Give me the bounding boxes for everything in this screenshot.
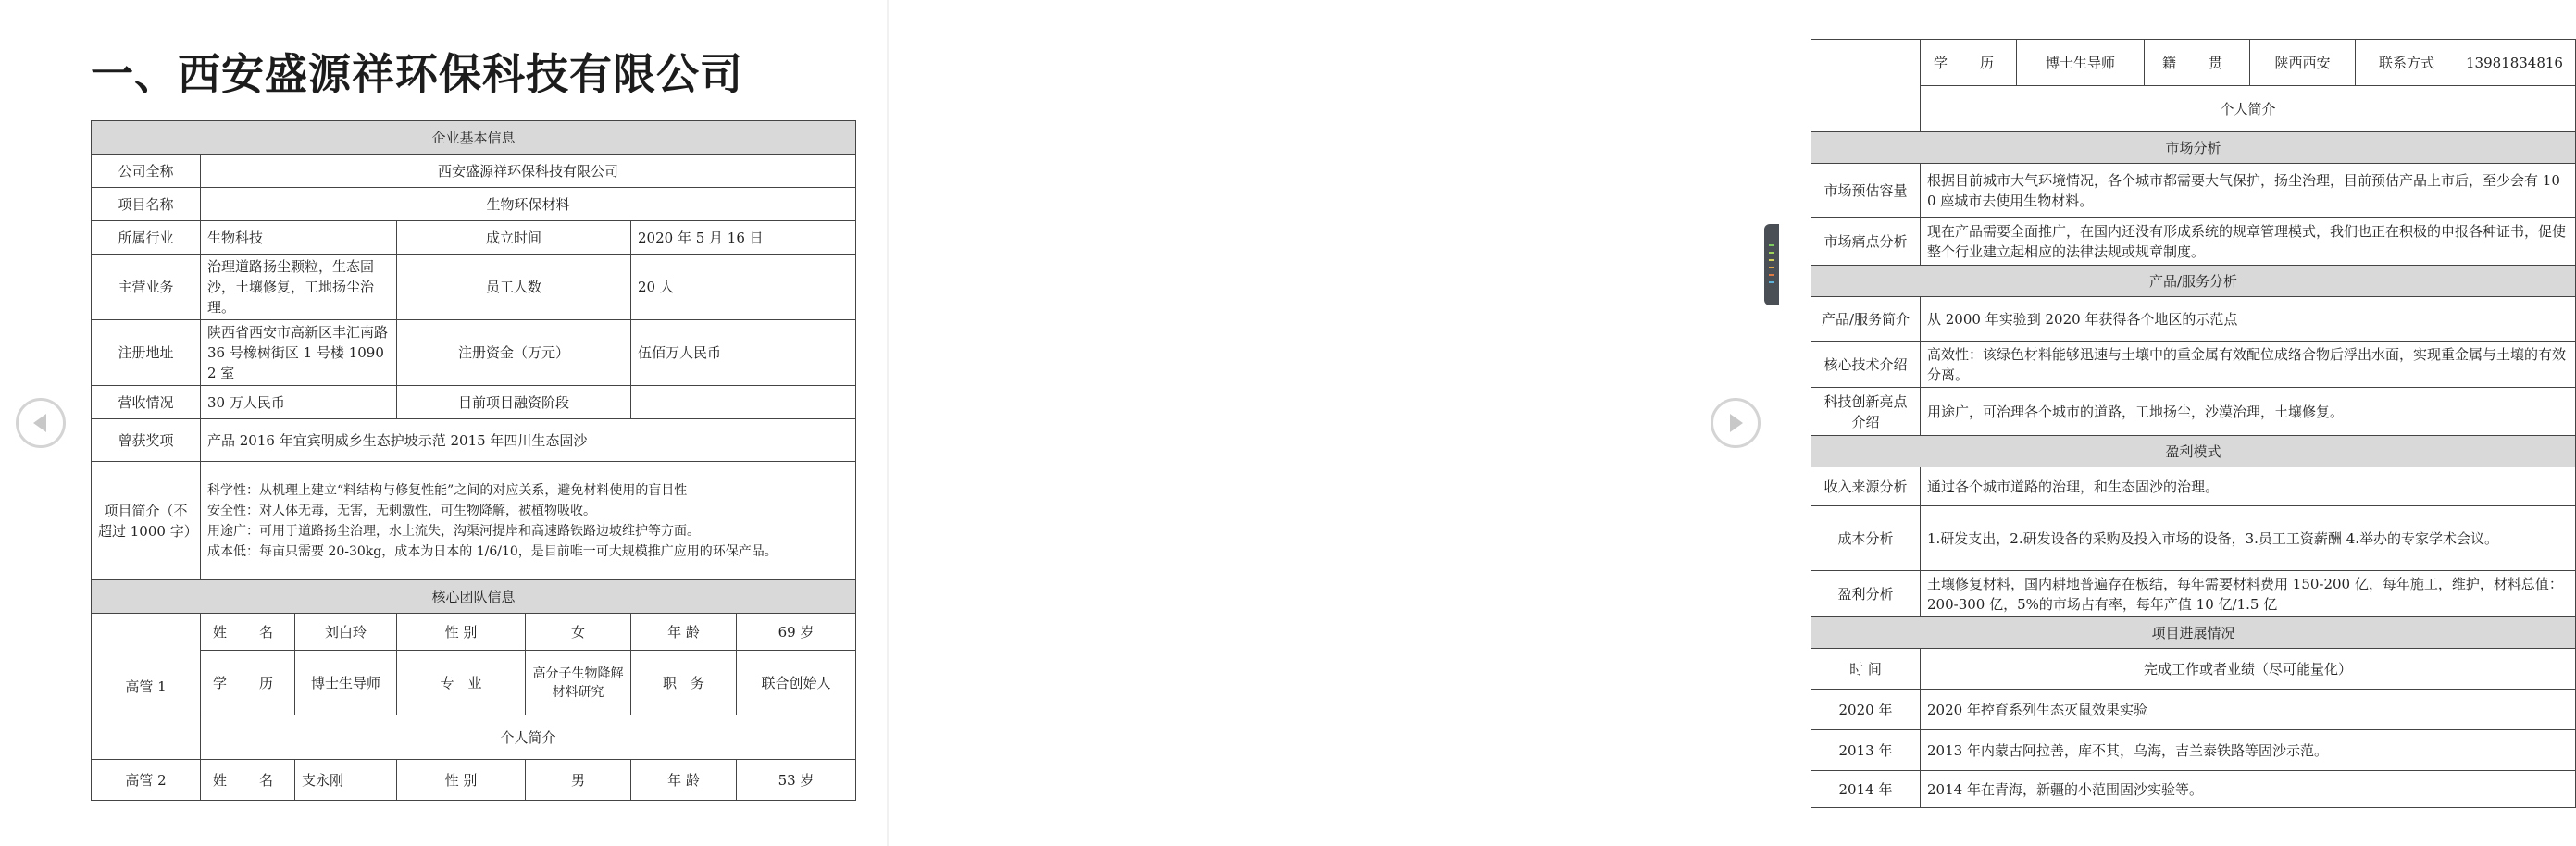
intro-value bbox=[201, 462, 856, 580]
section-header-market: 市场分析 bbox=[1811, 132, 2576, 164]
previous-page-button[interactable] bbox=[16, 398, 66, 448]
staff-label: 员工人数 bbox=[397, 255, 631, 320]
section-header-product: 产品/服务分析 bbox=[1811, 266, 2576, 297]
exec2-name-label: 姓 名 bbox=[201, 760, 295, 801]
profit-label: 盈利分析 bbox=[1811, 571, 1921, 617]
side-indicator-bar bbox=[1769, 267, 1774, 268]
chevron-left-icon bbox=[19, 401, 63, 445]
intro-line: 科学性：从机理上建立“料结构与修复性能”之间的对应关系，避免材料使用的盲目性 bbox=[207, 482, 688, 498]
exec2-origin-value: 陕西西安 bbox=[2250, 40, 2356, 86]
exec2-origin-label: 籍 贯 bbox=[2145, 40, 2250, 86]
market-capacity-value: 根据目前城市大气环境情况，各个城市都需要大气保护，扬尘治理，目前预估产品上市后，至少会有 100 座城市去使用生物材料。 bbox=[1921, 164, 2576, 218]
cost-label: 成本分析 bbox=[1811, 506, 1921, 571]
company-value: 西安盛源祥环保科技有限公司 bbox=[201, 155, 856, 188]
section-header-team: 核心团队信息 bbox=[92, 580, 856, 614]
exec2-name-value: 支永刚 bbox=[295, 760, 397, 801]
progress-time-label: 时 间 bbox=[1811, 649, 1921, 690]
exec2-continued-cell bbox=[1811, 40, 1921, 132]
progress-desc: 2013 年内蒙古阿拉善，库不其，乌海，吉兰泰铁路等固沙示范。 bbox=[1921, 730, 2576, 771]
industry-label: 所属行业 bbox=[92, 221, 201, 255]
company-basic-table bbox=[91, 120, 856, 801]
side-indicator-bar bbox=[1769, 281, 1774, 283]
exec2-edu-value: 博士生导师 bbox=[2017, 40, 2145, 86]
progress-year: 2014 年 bbox=[1811, 771, 1921, 808]
intro-line: 成本低：每亩只需要 20-30kg，成本为日本的 1/6/10，是目前唯一可大规模推广应用的环保产品。 bbox=[207, 543, 778, 559]
innovation-label: 科技创新亮点介绍 bbox=[1811, 388, 1921, 436]
company-label: 公司全称 bbox=[92, 155, 201, 188]
project-value: 生物环保材料 bbox=[201, 188, 856, 221]
capital-value: 伍佰万人民币 bbox=[631, 320, 856, 386]
founded-label: 成立时间 bbox=[397, 221, 631, 255]
exec1-edu-label: 学 历 bbox=[201, 651, 295, 715]
left-page bbox=[0, 0, 887, 846]
market-pain-value: 现在产品需要全面推广，在国内还没有形成系统的规章管理模式，我们也正在积极的申报各种证书，促使整个行业建立起相应的法律法规或规章制度。 bbox=[1921, 218, 2576, 266]
exec1-name-value: 刘白玲 bbox=[295, 614, 397, 651]
project-label: 项目名称 bbox=[92, 188, 201, 221]
business-label: 主营业务 bbox=[92, 255, 201, 320]
document-title: 一、西安盛源祥环保科技有限公司 bbox=[91, 49, 743, 99]
section-header-profit: 盈利模式 bbox=[1811, 436, 2576, 467]
side-indicator-bar bbox=[1769, 252, 1774, 254]
intro-line: 用途广：可用于道路扬尘治理，水土流失，沟渠河提岸和高速路铁路边坡维护等方面。 bbox=[207, 523, 700, 539]
address-label: 注册地址 bbox=[92, 320, 201, 386]
exec1-name-label: 姓 名 bbox=[201, 614, 295, 651]
side-indicator-bar bbox=[1769, 274, 1774, 276]
exec1-edu-value: 博士生导师 bbox=[295, 651, 397, 715]
income-value: 通过各个城市道路的治理，和生态固沙的治理。 bbox=[1921, 467, 2576, 506]
exec1-gender-value: 女 bbox=[526, 614, 631, 651]
exec2-contact-value: 13981834816 bbox=[2466, 54, 2563, 71]
side-indicator-bar bbox=[1769, 259, 1774, 261]
intro-line: 安全性：对人体无毒，无害，无刺激性，可生物降解，被植物吸收。 bbox=[207, 503, 596, 518]
tech-value: 高效性：该绿色材料能够迅速与土壤中的重金属有效配位成络合物后浮出水面，实现重金属与土壤的有效分离。 bbox=[1921, 342, 2576, 388]
market-capacity-label: 市场预估容量 bbox=[1811, 164, 1921, 218]
exec2-profile-label: 个人简介 bbox=[1921, 86, 2576, 132]
exec2-age-label: 年 龄 bbox=[631, 760, 737, 801]
industry-value: 生物科技 bbox=[201, 221, 397, 255]
exec2-label: 高管 2 bbox=[92, 760, 201, 801]
exec2-edu-label: 学 历 bbox=[1921, 40, 2017, 86]
revenue-label: 营收情况 bbox=[92, 386, 201, 419]
address-value: 陕西省西安市高新区丰汇南路 36 号橡树街区 1 号楼 10902 室 bbox=[201, 320, 397, 386]
side-toolbar-handle[interactable] bbox=[1764, 224, 1779, 305]
market-pain-label: 市场痛点分析 bbox=[1811, 218, 1921, 266]
awards-label: 曾获奖项 bbox=[92, 419, 201, 462]
exec2-contact-cell bbox=[2356, 40, 2576, 86]
exec1-profile-label: 个人简介 bbox=[201, 715, 856, 760]
awards-value: 产品 2016 年宜宾明威乡生态护坡示范 2015 年四川生态固沙 bbox=[201, 419, 856, 462]
tech-label: 核心技术介绍 bbox=[1811, 342, 1921, 388]
capital-label: 注册资金（万元） bbox=[397, 320, 631, 386]
exec1-major-value: 高分子生物降解材料研究 bbox=[526, 651, 631, 715]
exec1-age-label: 年 龄 bbox=[631, 614, 737, 651]
progress-year: 2020 年 bbox=[1811, 690, 1921, 730]
intro-label: 项目简介（不超过 1000 字） bbox=[92, 462, 201, 580]
progress-year: 2013 年 bbox=[1811, 730, 1921, 771]
business-value: 治理道路扬尘颗粒，生态固沙，土壤修复，工地扬尘治理。 bbox=[201, 255, 397, 320]
exec1-label: 高管 1 bbox=[92, 614, 201, 760]
section-header-progress: 项目进展情况 bbox=[1811, 617, 2576, 649]
right-page bbox=[889, 0, 2567, 846]
next-page-button[interactable] bbox=[1711, 398, 1761, 448]
product-intro-label: 产品/服务简介 bbox=[1811, 297, 1921, 342]
product-intro-value: 从 2000 年实验到 2020 年获得各个地区的示范点 bbox=[1921, 297, 2576, 342]
staff-value: 20 人 bbox=[631, 255, 856, 320]
founded-value: 2020 年 5 月 16 日 bbox=[631, 221, 856, 255]
chevron-right-icon bbox=[1713, 401, 1758, 445]
exec2-contact-label: 联系方式 bbox=[2356, 41, 2458, 85]
section-header-basic: 企业基本信息 bbox=[92, 121, 856, 155]
innovation-value: 用途广，可治理各个城市的道路，工地扬尘，沙漠治理，土壤修复。 bbox=[1921, 388, 2576, 436]
cost-value: 1.研发支出，2.研发设备的采购及投入市场的设备，3.员工工资薪酬 4.举办的专家学术会议。 bbox=[1921, 506, 2576, 571]
exec2-age-value: 53 岁 bbox=[737, 760, 856, 801]
exec2-gender-value: 男 bbox=[526, 760, 631, 801]
profit-value: 土壤修复材料，国内耕地普遍存在板结，每年需要材料费用 150-200 亿，每年施工，维护，材料总值：200-300 亿，5%的市场占有率，每年产值 10 亿/1.5 亿 bbox=[1921, 571, 2576, 617]
exec1-position-value: 联合创始人 bbox=[737, 651, 856, 715]
financing-value bbox=[631, 386, 856, 419]
side-indicator-bar bbox=[1769, 244, 1774, 246]
progress-work-label: 完成工作或者业绩（尽可能量化） bbox=[1921, 649, 2576, 690]
exec1-major-label: 专 业 bbox=[397, 651, 526, 715]
exec1-gender-label: 性 别 bbox=[397, 614, 526, 651]
income-label: 收入来源分析 bbox=[1811, 467, 1921, 506]
progress-desc: 2020 年控育系列生态灭鼠效果实验 bbox=[1921, 690, 2576, 730]
progress-desc: 2014 年在青海，新疆的小范围固沙实验等。 bbox=[1921, 771, 2576, 808]
exec2-gender-label: 性 别 bbox=[397, 760, 526, 801]
company-analysis-table bbox=[1811, 39, 2576, 808]
financing-label: 目前项目融资阶段 bbox=[397, 386, 631, 419]
exec1-position-label: 职 务 bbox=[631, 651, 737, 715]
revenue-value: 30 万人民币 bbox=[201, 386, 397, 419]
exec1-age-value: 69 岁 bbox=[737, 614, 856, 651]
